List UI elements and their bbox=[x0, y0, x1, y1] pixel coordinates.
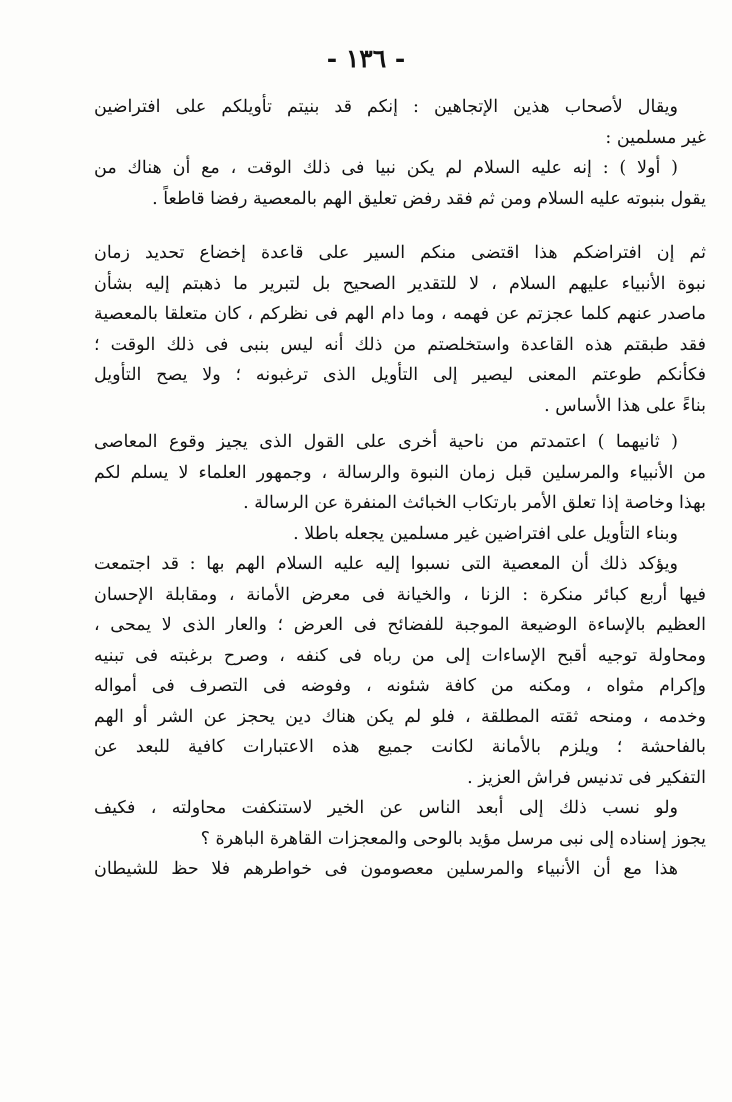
text-line: فيها أربع كبائر منكرة : الزنا ، والخيانة فى معرض الأمانة ، ومقابلة الإحسان bbox=[94, 584, 706, 605]
text-line: العظيم بالإساءة الوضيعة الموجبة للفضائح فى العرض ؛ والعار الذى لا يمحى ، bbox=[94, 615, 706, 635]
text-line: هذا مع أن الأنبياء والمرسلين معصومون فى خواطرهم فلا حظ للشيطان bbox=[94, 859, 678, 879]
text-line: ( ثانيهما ) اعتمدتم من ناحية أخرى على القول الذى يجيز وقوع المعاصى bbox=[94, 432, 678, 452]
paragraph-gap bbox=[94, 214, 706, 238]
text-line: نبوة الأنبياء عليهم السلام ، لا للتقدير الصحيح بل لتبرير ما ذهبتم إليه بشأن bbox=[94, 273, 706, 294]
text-line: وبناء التأويل على افتراضين غير مسلمين يجعله باطلا . bbox=[293, 523, 678, 544]
body-text bbox=[94, 92, 706, 885]
page-number: - ١٣٦ - bbox=[326, 44, 406, 73]
text-line: يجوز إسناده إلى نبى مرسل مؤيد بالوحى والمعجزات القاهرة الباهرة ؟ bbox=[200, 828, 706, 849]
text-line: وخدمه ، ومنحه ثقته المطلقة ، فلو لم يكن هناك دين يحجز عن الشر أو الهم bbox=[94, 706, 706, 727]
text-line: ويؤكد ذلك أن المعصية التى نسبوا إليه عليه السلام الهم بها : قد اجتمعت bbox=[94, 554, 678, 574]
text-line: ومحاولة توجيه أقبح الإساءات إلى من رباه فى كنفه ، وصرح برغبته فى تبنيه bbox=[94, 645, 706, 666]
text-line: بهذا وخاصة إذا تعلق الأمر بارتكاب الخبائث المنفرة عن الرسالة . bbox=[243, 493, 706, 513]
text-line: ماصدر عنهم كلما عجزتم عن فهمه ، وما دام الهم فى نظركم ، كان متعلقا بالمعصية bbox=[94, 304, 706, 324]
text-line: بالفاحشة ؛ ويلزم بالأمانة لكانت جميع هذه الاعتبارات كافية للبعد عن bbox=[94, 737, 706, 757]
text-line: ثم إن افتراضكم هذا اقتضى منكم السير على قاعدة إخضاع تحديد زمان bbox=[94, 243, 706, 263]
text-line: فقد طبقتم هذه القاعدة واستخلصتم من ذلك أنه ليس بنبى فى ذلك الوقت ؛ bbox=[94, 334, 706, 355]
text-line: ولو نسب ذلك إلى أبعد الناس عن الخير لاستنكفت محاولته ، فكيف bbox=[94, 798, 678, 818]
text-line: التفكير فى تدنيس فراش العزيز . bbox=[467, 767, 706, 788]
text-line: وإكرام مثواه ، ومكنه من كافة شئونه ، وفوضه فى التصرف فى أمواله bbox=[94, 676, 706, 696]
text-line: يقول بنبوته عليه السلام ومن ثم فقد رفض تعليق الهم بالمعصية رفضا قاطعاً . bbox=[152, 188, 706, 209]
text-line: فكأنكم طوعتم المعنى ليصير إلى التأويل الذى ترغبونه ؛ ولا يصح التأويل bbox=[94, 365, 706, 385]
text-line: ويقال لأصحاب هذين الإتجاهين : إنكم قد بنيتم تأويلكم على افتراضين bbox=[94, 97, 678, 117]
text-line: ( أولا ) : إنه عليه السلام لم يكن نبيا فى ذلك الوقت ، مع أن هناك من bbox=[94, 158, 678, 178]
text-line: غير مسلمين : bbox=[605, 127, 706, 148]
text-line: من الأنبياء والمرسلين قبل زمان النبوة والرسالة ، وجمهور العلماء لا يسلم لكم bbox=[94, 462, 706, 483]
text-line: بناءً على هذا الأساس . bbox=[544, 395, 706, 416]
